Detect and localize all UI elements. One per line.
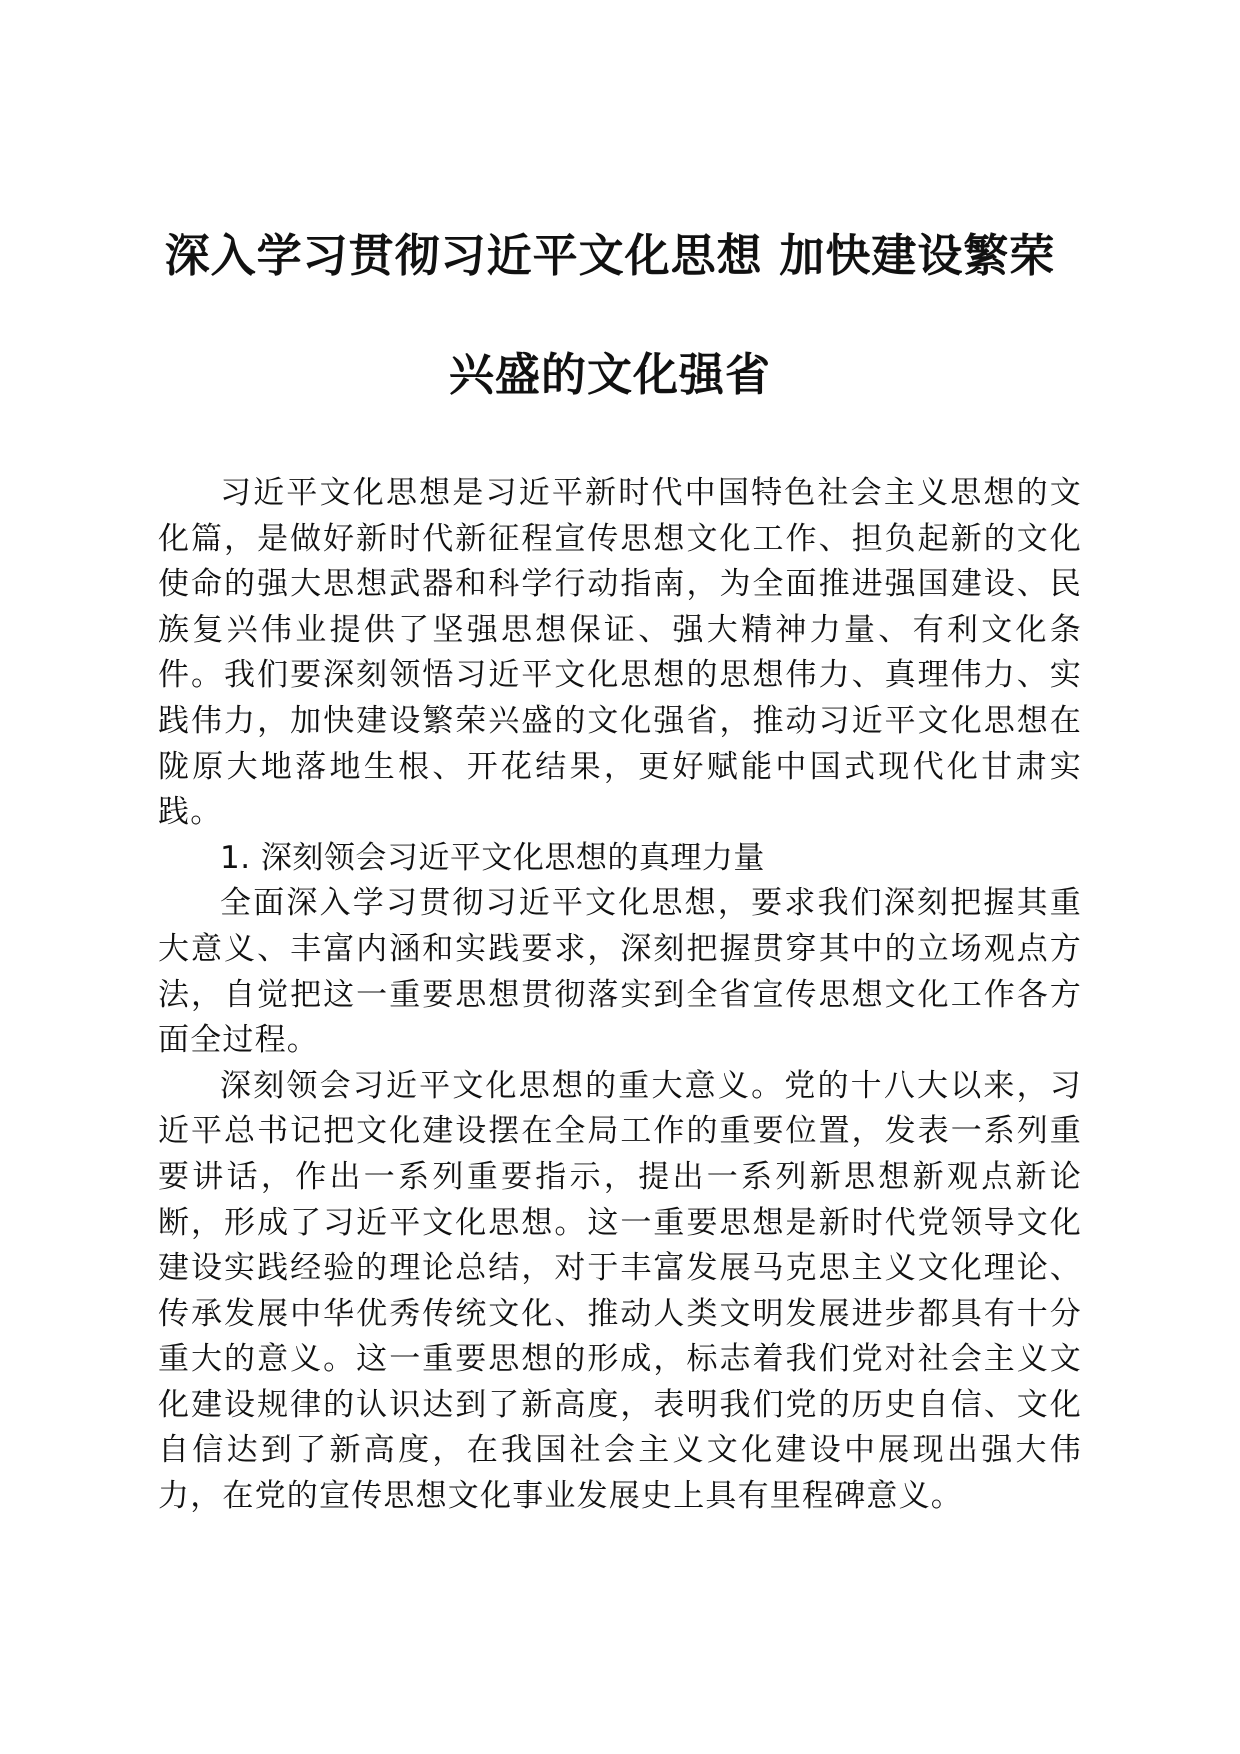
document-title-line-2: 兴盛的文化强省 [448,348,771,401]
document-body [158,471,1082,1520]
intro-paragraph: 习近平文化思想是习近平新时代中国特色社会主义思想的文化篇，是做好新时代新征程宣传思想文化工作、担负起新的文化使命的强大思想武器和科学行动指南，为全面推进强国建设、民族复兴伟业提供了坚强思想保证、强大精神力量、有利文化条件。我们要深刻领悟习近平文化思想的思想伟力、真理伟力、实践伟力，加快建设繁荣兴盛的文化强省，推动习近平文化思想在陇原大地落地生根、开花结果，更好赋能中国式现代化甘肃实践。 [158,475,1082,831]
document-title-line-1: 深入学习贯彻习近平文化思想 加快建设繁荣 [164,229,1056,282]
section-1-paragraph-1: 全面深入学习贯彻习近平文化思想，要求我们深刻把握其重大意义、丰富内涵和实践要求，深刻把握贯穿其中的立场观点方法，自觉把这一重要思想贯彻落实到全省宣传思想文化工作各方面全过程。 [158,885,1082,1059]
section-heading-1: 1. 深刻领会习近平文化思想的真理力量 [220,839,765,876]
section-1-paragraph-2: 深刻领会习近平文化思想的重大意义。党的十八大以来，习近平总书记把文化建设摆在全局工作的重要位置，发表一系列重要讲话，作出一系列重要指示，提出一系列新思想新观点新论断，形成了习近平文化思想。这一重要思想是新时代党领导文化建设实践经验的理论总结，对于丰富发展马克思主义文化理论、传承发展中华优秀传统文化、推动人类文明发展进步都具有十分重大的意义。这一重要思想的形成，标志着我们党对社会主义文化建设规律的认识达到了新高度，表明我们党的历史自信、文化自信达到了新高度，在我国社会主义文化建设中展现出强大伟力，在党的宣传思想文化事业发展史上具有里程碑意义。 [158,1067,1082,1515]
